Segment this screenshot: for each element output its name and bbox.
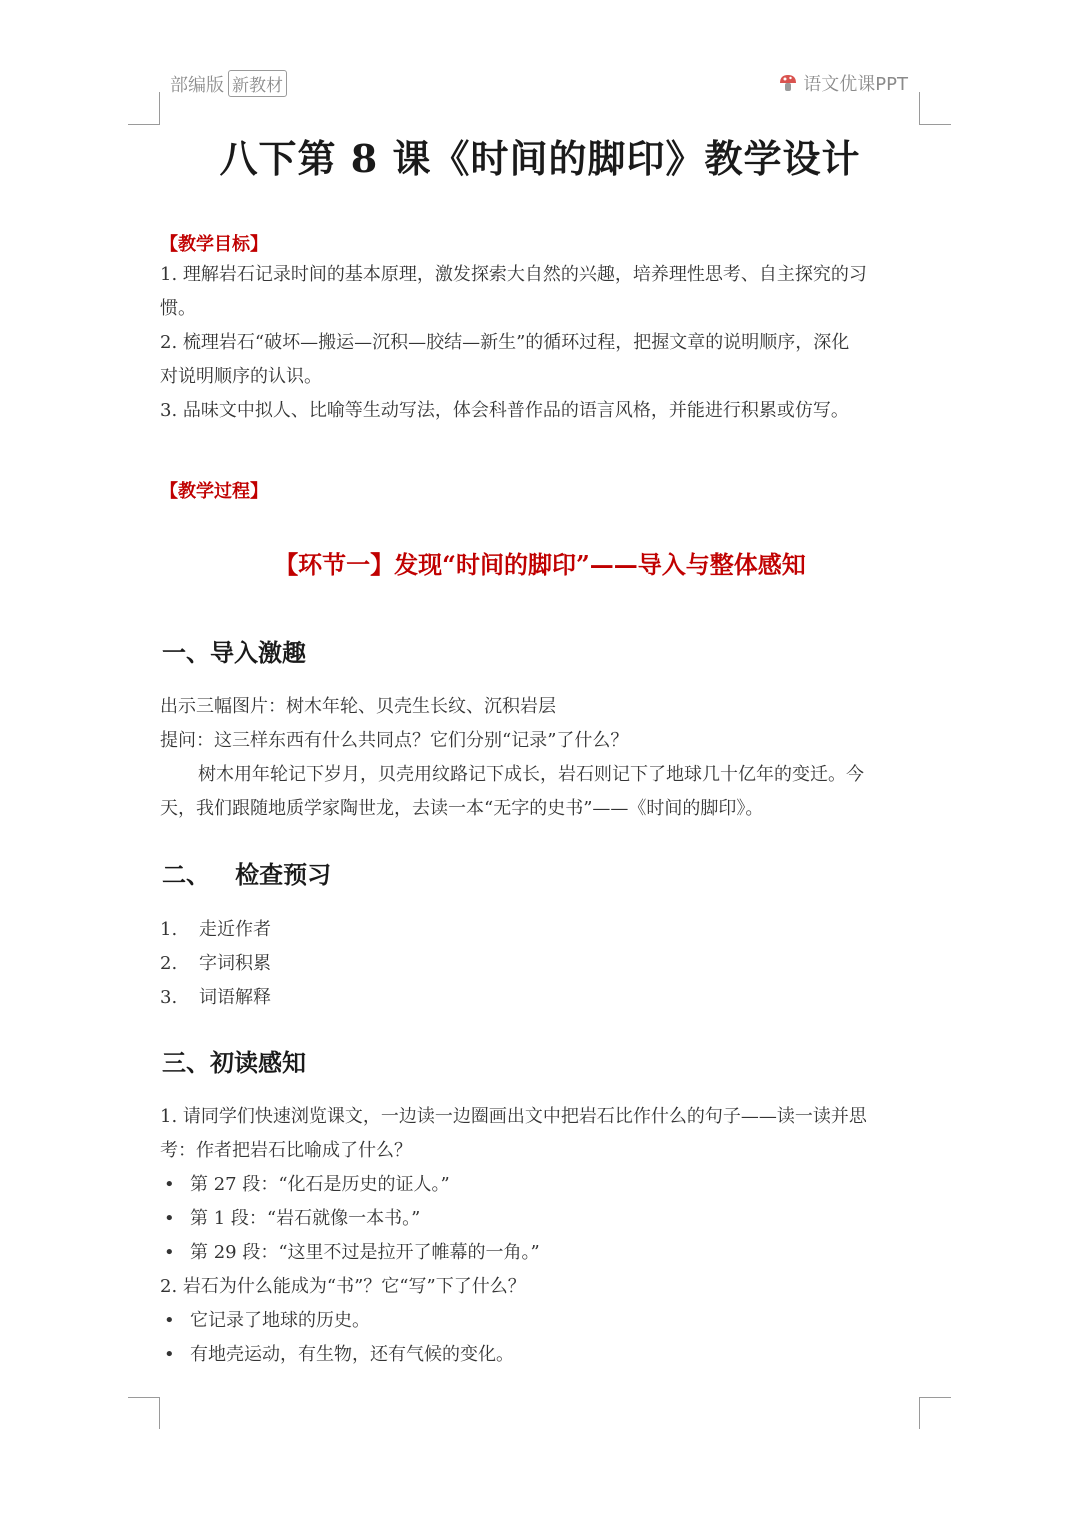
goal-line: 1. 理解岩石记录时间的基本原理，激发探索大自然的兴趣，培养理性思考、自主探究的习	[160, 264, 867, 285]
paragraph-line: 出示三幅图片：树木年轮、贝壳生长纹、沉积岩层	[160, 696, 556, 717]
bullet-item: • 第 29 段：“这里不过是拉开了帷幕的一角。”	[190, 1236, 540, 1270]
logo-text: 语文优课PPT	[803, 74, 908, 95]
list-item: 字词积累	[199, 953, 271, 974]
goal-line: 惯。	[160, 298, 196, 319]
goal-line: 对说明顺序的认识。	[160, 366, 322, 387]
header-logo	[778, 70, 908, 96]
section-heading-preview: 二、 检查预习	[162, 860, 332, 889]
process-label: 【教学过程】	[160, 481, 268, 502]
bullet-item: • 第 1 段：“岩石就像一本书。”	[190, 1202, 420, 1236]
stage-title: 【环节一】发现“时间的脚印”——导入与整体感知	[274, 550, 806, 579]
edition-badge: 新教材	[228, 70, 287, 97]
section-heading-intro: 一、导入激趣	[162, 638, 306, 667]
mushroom-logo-icon	[778, 73, 798, 93]
header-brand	[170, 70, 287, 97]
list-item-num: 1.	[160, 919, 178, 940]
goals-label: 【教学目标】	[160, 234, 268, 255]
bullet-item: • 第 27 段：“化石是历史的证人。”	[190, 1168, 450, 1202]
goal-line: 2. 梳理岩石“破坏—搬运—沉积—胶结—新生”的循环过程，把握文章的说明顺序，深化	[160, 332, 850, 353]
paragraph-line: 树木用年轮记下岁月，贝壳用纹路记下成长，岩石则记下了地球几十亿年的变迁。今	[198, 764, 864, 785]
bullet-item: • 它记录了地球的历史。	[190, 1304, 370, 1338]
goal-line: 3. 品味文中拟人、比喻等生动写法，体会科普作品的语言风格，并能进行积累或仿写。	[160, 400, 849, 421]
list-item: 词语解释	[199, 987, 271, 1008]
paragraph-line: 天，我们跟随地质学家陶世龙，去读一本“无字的史书”——《时间的脚印》。	[160, 798, 764, 819]
bullet-item: • 有地壳运动，有生物，还有气候的变化。	[190, 1338, 514, 1372]
question-line: 考：作者把岩石比喻成了什么？	[160, 1140, 412, 1161]
list-item: 走近作者	[199, 919, 271, 940]
section-heading-first-reading: 三、初读感知	[162, 1048, 306, 1077]
question-line: 1. 请同学们快速浏览课文，一边读一边圈画出文中把岩石比作什么的句子——读一读并思	[160, 1106, 867, 1127]
list-item-num: 2.	[160, 953, 178, 974]
question-line: 2. 岩石为什么能成为“书”？它“写”下了什么？	[160, 1276, 526, 1297]
paragraph-line: 提问：这三样东西有什么共同点？它们分别“记录”了什么？	[160, 730, 629, 751]
list-item-num: 3.	[160, 987, 178, 1008]
document-title: 八下第 8 课《时间的脚印》教学设计	[219, 136, 861, 181]
brand-text: 部编版	[170, 74, 224, 96]
